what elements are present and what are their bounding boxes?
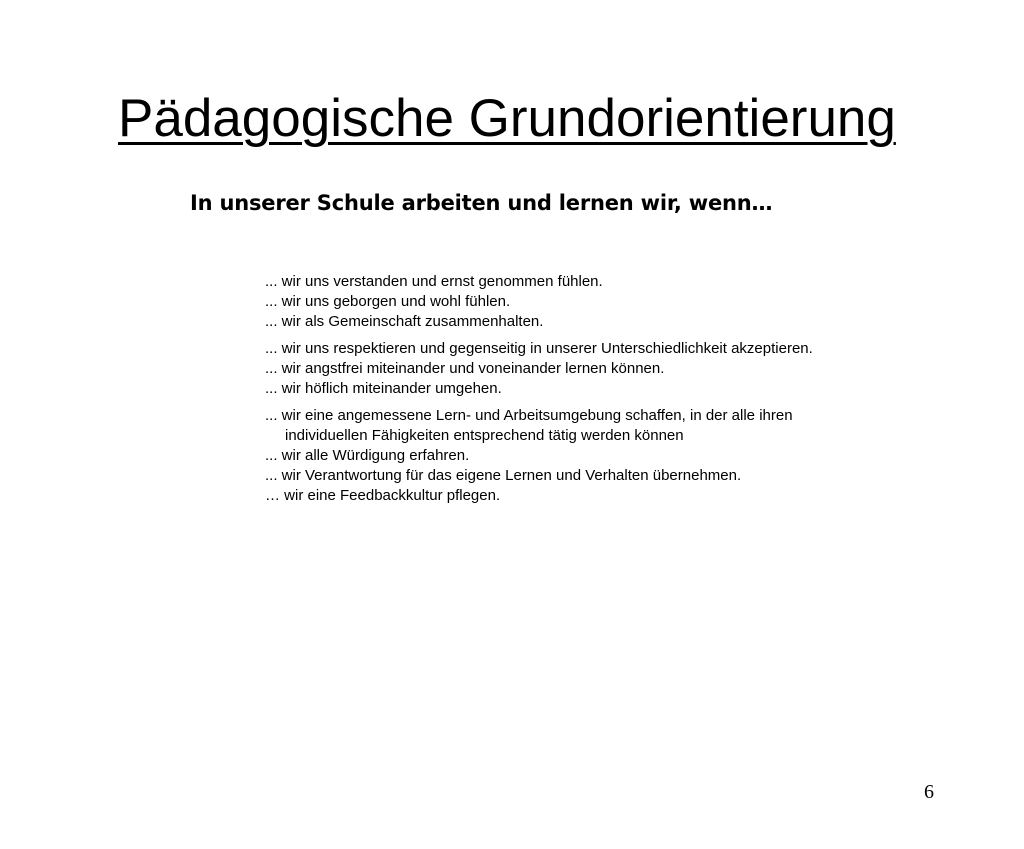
statement-item: ... wir Verantwortung für das eigene Lernen und Verhalten übernehmen. (265, 467, 742, 484)
statement-item: ... wir uns verstanden und ernst genommen fühlen. (265, 273, 603, 290)
statement-group-learning (265, 406, 985, 506)
statement-item: ... wir uns respektieren und gegenseitig in unserer Unterschiedlichkeit akzeptieren. (265, 340, 813, 357)
statement-item: ... wir höflich miteinander umgehen. (265, 380, 502, 397)
statement-group-respect (265, 339, 985, 399)
statement-item: … wir eine Feedbackkultur pflegen. (265, 487, 501, 504)
page-number: 6 (924, 781, 934, 803)
statement-item: ... wir uns geborgen und wohl fühlen. (265, 293, 511, 310)
slide-subtitle: In unserer Schule arbeiten und lernen wir, wenn… (190, 191, 773, 215)
statement-item-continuation: individuellen Fähigkeiten entsprechend tätig werden können (285, 427, 684, 444)
statement-item: ... wir alle Würdigung erfahren. (265, 447, 470, 464)
statement-item: ... wir als Gemeinschaft zusammenhalten. (265, 313, 544, 330)
statement-item: ... wir angstfrei miteinander und voneinander lernen können. (265, 360, 665, 377)
statement-item: ... wir eine angemessene Lern- und Arbeitsumgebung schaffen, in der alle ihren (265, 407, 793, 424)
statement-group-wellbeing (265, 272, 985, 332)
slide-title: Pädagogische Grundorientierung (118, 89, 896, 148)
statement-list (265, 272, 985, 513)
